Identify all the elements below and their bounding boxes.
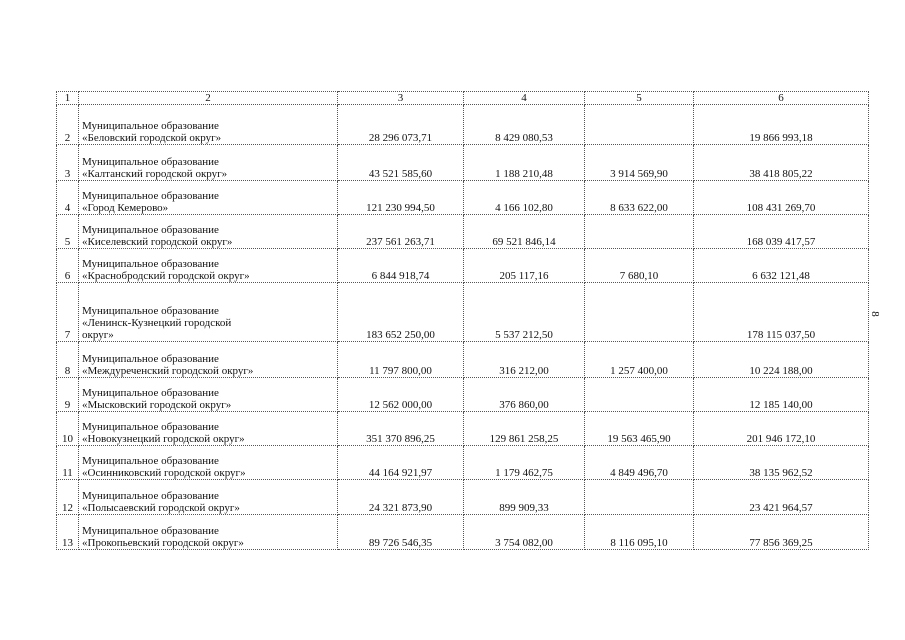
municipality-name-line: Муниципальное образование xyxy=(82,224,219,236)
table-row xyxy=(57,342,869,378)
value-col6: 19 866 993,18 xyxy=(694,105,869,145)
value-col5: 8 116 095,10 xyxy=(585,515,694,550)
value-col6: 38 418 805,22 xyxy=(694,145,869,181)
value-col3: 24 321 873,90 xyxy=(338,480,464,515)
municipality-name-line: «Краснобродский городской округ» xyxy=(82,270,250,282)
value-col3: 11 797 800,00 xyxy=(338,342,464,378)
value-col4: 316 212,00 xyxy=(464,342,585,378)
municipality-name-line: Муниципальное образование xyxy=(82,353,219,365)
value-col3: 89 726 546,35 xyxy=(338,515,464,550)
value-col3: 12 562 000,00 xyxy=(338,378,464,412)
municipality-name-line: «Междуреченский городской округ» xyxy=(82,365,254,377)
value-col6: 12 185 140,00 xyxy=(694,378,869,412)
value-col3: 44 164 921,97 xyxy=(338,446,464,480)
value-col4: 69 521 846,14 xyxy=(464,215,585,249)
value-col5: 4 849 496,70 xyxy=(585,446,694,480)
value-col5: 1 257 400,00 xyxy=(585,342,694,378)
municipality-name xyxy=(79,145,338,181)
column-header: 2 xyxy=(79,92,338,105)
value-col4: 376 860,00 xyxy=(464,378,585,412)
municipality-name-line: «Киселевский городской округ» xyxy=(82,236,233,248)
row-number: 5 xyxy=(57,215,79,249)
table-row xyxy=(57,105,869,145)
value-col3: 43 521 585,60 xyxy=(338,145,464,181)
value-col4: 5 537 212,50 xyxy=(464,283,585,342)
value-col4: 4 166 102,80 xyxy=(464,181,585,215)
value-col6: 201 946 172,10 xyxy=(694,412,869,446)
row-number: 3 xyxy=(57,145,79,181)
municipality-name-line: «Новокузнецкий городской округ» xyxy=(82,433,245,445)
municipality-name-line: Муниципальное образование xyxy=(82,455,219,467)
municipality-name-line: «Прокопьевский городской округ» xyxy=(82,537,244,549)
table-row xyxy=(57,515,869,550)
municipality-name-line: Муниципальное образование xyxy=(82,490,219,502)
value-col6: 108 431 269,70 xyxy=(694,181,869,215)
municipality-name-line: «Калтанский городской округ» xyxy=(82,168,228,180)
municipality-name xyxy=(79,412,338,446)
budget-table xyxy=(56,91,869,550)
value-col5 xyxy=(585,283,694,342)
value-col4: 899 909,33 xyxy=(464,480,585,515)
column-header: 3 xyxy=(338,92,464,105)
page-number: 8 xyxy=(868,311,881,317)
municipality-name-line: Муниципальное образование xyxy=(82,120,219,132)
row-number: 2 xyxy=(57,105,79,145)
table-row xyxy=(57,412,869,446)
value-col4: 129 861 258,25 xyxy=(464,412,585,446)
value-col4: 3 754 082,00 xyxy=(464,515,585,550)
table-row xyxy=(57,480,869,515)
value-col5 xyxy=(585,480,694,515)
municipality-name-line: Муниципальное образование xyxy=(82,190,219,202)
municipality-name-line: Муниципальное образование xyxy=(82,305,219,317)
table-row xyxy=(57,181,869,215)
table-row xyxy=(57,249,869,283)
value-col5: 3 914 569,90 xyxy=(585,145,694,181)
municipality-name-line: Муниципальное образование xyxy=(82,156,219,168)
row-number: 12 xyxy=(57,480,79,515)
value-col6: 77 856 369,25 xyxy=(694,515,869,550)
table-row xyxy=(57,283,869,342)
column-header: 5 xyxy=(585,92,694,105)
municipality-name xyxy=(79,283,338,342)
municipality-name-line: Муниципальное образование xyxy=(82,258,219,270)
table-row xyxy=(57,145,869,181)
value-col3: 121 230 994,50 xyxy=(338,181,464,215)
table-header-row xyxy=(57,92,869,105)
value-col3: 6 844 918,74 xyxy=(338,249,464,283)
value-col4: 8 429 080,53 xyxy=(464,105,585,145)
row-number: 7 xyxy=(57,283,79,342)
value-col5: 7 680,10 xyxy=(585,249,694,283)
row-number: 4 xyxy=(57,181,79,215)
value-col6: 10 224 188,00 xyxy=(694,342,869,378)
value-col4: 205 117,16 xyxy=(464,249,585,283)
municipality-name xyxy=(79,105,338,145)
row-number: 6 xyxy=(57,249,79,283)
municipality-name xyxy=(79,515,338,550)
value-col5 xyxy=(585,215,694,249)
column-header: 4 xyxy=(464,92,585,105)
row-number: 10 xyxy=(57,412,79,446)
municipality-name-line: Муниципальное образование xyxy=(82,525,219,537)
column-header: 6 xyxy=(694,92,869,105)
table-row xyxy=(57,446,869,480)
row-number: 8 xyxy=(57,342,79,378)
value-col6: 168 039 417,57 xyxy=(694,215,869,249)
value-col3: 351 370 896,25 xyxy=(338,412,464,446)
municipality-name-line: «Осинниковский городской округ» xyxy=(82,467,246,479)
municipality-name-line: «Ленинск-Кузнецкий городской xyxy=(82,317,232,329)
value-col3: 237 561 263,71 xyxy=(338,215,464,249)
municipality-name-line: «Город Кемерово» xyxy=(82,202,169,214)
municipality-name-line: «Полысаевский городской округ» xyxy=(82,502,240,514)
value-col5: 8 633 622,00 xyxy=(585,181,694,215)
row-number: 13 xyxy=(57,515,79,550)
table-row xyxy=(57,378,869,412)
municipality-name xyxy=(79,342,338,378)
municipality-name xyxy=(79,215,338,249)
municipality-name-line: «Мысковский городской округ» xyxy=(82,399,232,411)
table-row xyxy=(57,215,869,249)
value-col3: 28 296 073,71 xyxy=(338,105,464,145)
value-col4: 1 188 210,48 xyxy=(464,145,585,181)
municipality-name xyxy=(79,480,338,515)
value-col6: 178 115 037,50 xyxy=(694,283,869,342)
municipality-name xyxy=(79,181,338,215)
municipality-name xyxy=(79,446,338,480)
value-col5 xyxy=(585,105,694,145)
municipality-name-line: Муниципальное образование xyxy=(82,421,219,433)
value-col4: 1 179 462,75 xyxy=(464,446,585,480)
row-number: 11 xyxy=(57,446,79,480)
municipality-name xyxy=(79,249,338,283)
municipality-name-line: «Беловский городской округ» xyxy=(82,132,222,144)
municipality-name xyxy=(79,378,338,412)
municipality-name-line: округ» xyxy=(82,329,114,341)
column-header: 1 xyxy=(57,92,79,105)
value-col3: 183 652 250,00 xyxy=(338,283,464,342)
value-col5: 19 563 465,90 xyxy=(585,412,694,446)
municipality-name-line: Муниципальное образование xyxy=(82,387,219,399)
value-col6: 38 135 962,52 xyxy=(694,446,869,480)
value-col5 xyxy=(585,378,694,412)
row-number: 9 xyxy=(57,378,79,412)
value-col6: 23 421 964,57 xyxy=(694,480,869,515)
value-col6: 6 632 121,48 xyxy=(694,249,869,283)
